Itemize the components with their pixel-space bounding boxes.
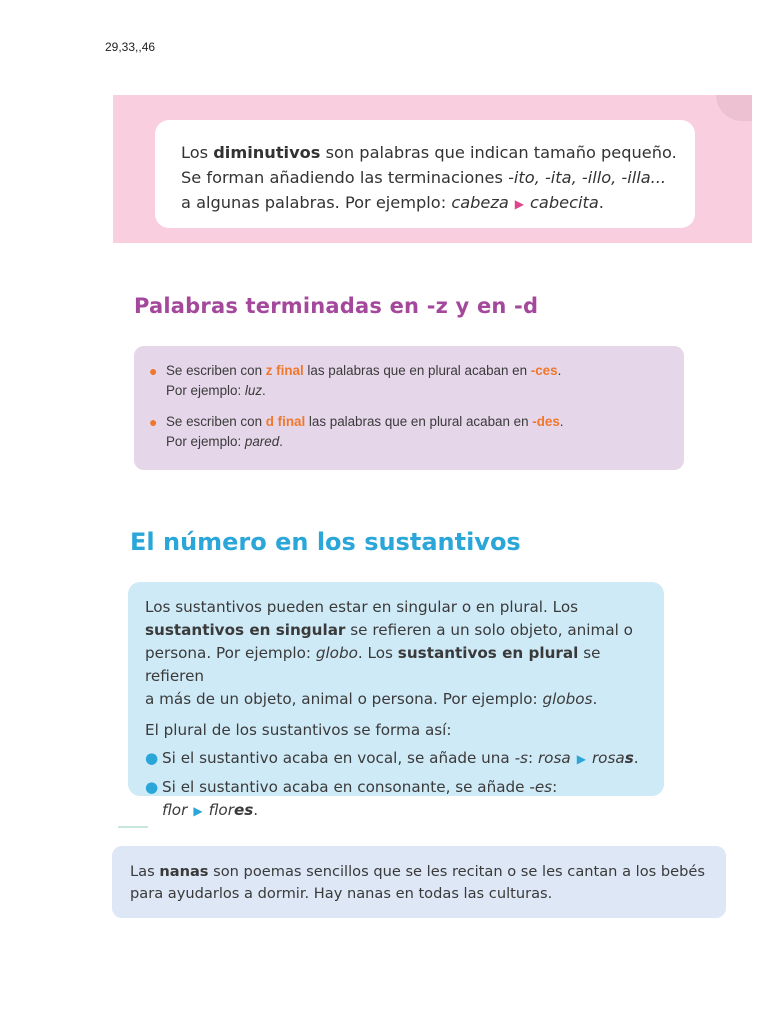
arrow-right-icon: ▶ — [193, 804, 203, 818]
bullet-icon: ● — [145, 778, 159, 796]
bullet-icon: ● — [149, 363, 158, 379]
diminutivos-definition-card — [155, 120, 695, 228]
page-reference: 29,33,,46 — [105, 40, 156, 54]
list-item: ● Se escriben con d final las palabras que en plural acaban en -des. Por ejemplo: pared. — [149, 414, 564, 449]
list-item: ● Se escriben con z final las palabras que en plural acaban en -ces. Por ejemplo: luz. — [149, 363, 562, 398]
page-curl-decoration — [716, 95, 752, 121]
bullet-icon: ● — [149, 414, 158, 430]
arrow-right-icon: ▶ — [576, 752, 586, 766]
diminutivos-line-2: Se forman añadiendo las terminaciones -ito, -ita, -illo, -illa... — [181, 168, 667, 187]
nanas-info-box — [112, 846, 726, 918]
numero-paragraph-1: Los sustantivos pueden estar en singular o en plural. Los sustantivos en singular se refieren a un solo objeto, animal o persona. Por ejemplo: globo. Los sustantivos en plural se refieren a más de un objeto, animal o persona. Por ejemplo: globos. — [145, 598, 633, 708]
list-item: ● Si el sustantivo acaba en vocal, se añade una -s: rosa ▶ rosas. — [145, 747, 654, 771]
z-d-rules-box — [134, 346, 684, 470]
list-item: ● Si el sustantivo acaba en consonante, se añade -es: flor ▶ flores. — [145, 778, 558, 819]
numero-rules-box — [128, 582, 664, 819]
numero-section-title: El número en los sustantivos — [130, 528, 521, 556]
numero-paragraph-2: El plural de los sustantivos se forma así: — [145, 721, 452, 739]
nanas-line-2: para ayudarlos a dormir. Hay nanas en todas las culturas. — [130, 885, 553, 902]
decorative-divider — [118, 826, 148, 828]
arrow-right-icon: ▶ — [514, 197, 525, 211]
nanas-line-1: Las nanas son poemas sencillos que se les recitan o se les cantan a los bebés — [130, 863, 705, 880]
bullet-icon: ● — [145, 749, 159, 767]
diminutivos-line-1: Los diminutivos son palabras que indican tamaño pequeño. — [181, 143, 677, 162]
z-d-section-title: Palabras terminadas en -z y en -d — [134, 294, 539, 318]
diminutivos-line-3: a algunas palabras. Por ejemplo: cabeza ▶ cabecita. — [181, 193, 604, 212]
